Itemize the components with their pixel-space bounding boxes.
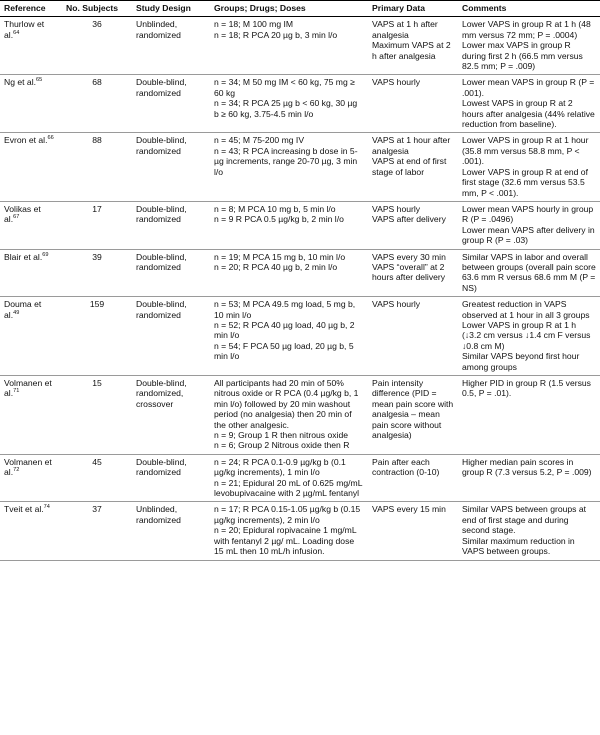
cell-line: VAPS after delivery [372,214,446,225]
subjects-cell: 39 [62,249,132,297]
primary-data-cell [368,454,458,502]
cell-line: n = 6; Group 2 Nitrous oxide then R [214,440,350,451]
table-row [0,201,600,249]
primary-data-cell [368,201,458,249]
reference-cell [0,17,62,75]
header-primary-data: Primary Data [368,1,458,17]
comments-cell [458,249,600,297]
cell-line: n = 9 R PCA 0.5 µg/kg b, 2 min l/o [214,214,344,225]
reference-text: Blair et al. [4,251,43,262]
cell-line: n = 20; Epidural ropivacaine 1 mg/mL with fentanyl 2 µg/ mL. Loading dose 15 mL then 10 mL/h infusion. [214,525,357,557]
cell-line: VAPS hourly [372,203,421,214]
cell-line: Lower mean VAPS hourly in group R (P = .0496) [462,203,594,225]
header-groups-drugs-doses: Groups; Drugs; Doses [210,1,368,17]
subjects-cell: 68 [62,75,132,133]
subjects-cell: 88 [62,133,132,201]
header-comments: Comments [458,1,600,17]
cell-line: Similar maximum reduction in VAPS between groups. [462,535,575,557]
cell-line: n = 19; M PCA 15 mg b, 10 min l/o [214,251,346,262]
cell-line: Pain intensity difference (PID = mean pain score with analgesia – mean pain score without analgesia) [372,378,454,441]
cell-line: n = 52; R PCA 40 µg load, 40 µg b, 2 min l/o [214,319,355,341]
table-body [0,17,600,560]
cell-line: VAPS hourly [372,299,421,310]
reference-citation: 64 [13,29,20,36]
groups-cell [210,201,368,249]
cell-line: n = 21; Epidural 20 mL of 0.625 mg/mL levobupivacaine with 2 µg/mL fentanyl [214,477,363,499]
comments-cell [458,17,600,75]
reference-cell [0,75,62,133]
cell-line: n = 17; R PCA 0.15-1.05 µg/kg b (0.15 µg/kg increments), 2 min l/o [214,504,361,525]
study-design-cell: Double-blind, randomized [132,75,210,133]
reference-citation: 69 [42,251,49,258]
subjects-cell: 36 [62,17,132,75]
cell-line: Maximum VAPS at 2 h after analgesia [372,40,451,61]
groups-cell [210,454,368,502]
table-row [0,133,600,201]
table-row [0,249,600,297]
study-design-cell: Double-blind, randomized, crossover [132,376,210,455]
comments-cell [458,75,600,133]
reference-citation: 65 [36,77,43,84]
cell-line: n = 18; M 100 mg IM [214,19,294,30]
cell-line: n = 54; F PCA 50 µg load, 20 µg b, 5 min l/o [214,340,354,362]
reference-text: Thurlow et al. [4,19,45,40]
table-row [0,75,600,133]
cell-line: Pain after each contraction (0-10) [372,456,440,478]
study-design-cell: Unblinded, randomized [132,502,210,560]
cell-line: Similar VAPS beyond first hour among groups [462,351,580,372]
reference-citation: 72 [13,467,20,474]
header-row [0,1,600,17]
cell-line: Higher PID in group R (1.5 versus 0.5, P = .01). [462,378,591,399]
groups-cell [210,297,368,376]
reference-text: Evron et al. [4,135,48,146]
reference-cell [0,297,62,376]
comments-cell [458,297,600,376]
reference-cell [0,376,62,455]
subjects-cell: 159 [62,297,132,376]
primary-data-cell [368,133,458,201]
table-header [0,1,600,17]
cell-line: n = 20; R PCA 40 µg b, 2 min l/o [214,261,338,272]
cell-line: Higher median pain scores in group R (7.3 versus 5.2, P = .009) [462,456,592,478]
cell-line: VAPS every 15 min [372,504,446,515]
cell-line: n = 9; Group 1 R then nitrous oxide [214,430,349,441]
cell-line: Lower mean VAPS after delivery in group R (P = .03) [462,224,595,246]
cell-line: n = 53; M PCA 49.5 mg load, 5 mg b, 10 min l/o [214,299,356,320]
comments-cell [458,502,600,560]
cell-line: Lower VAPS in group R at 1 h (48 mm versus 72 mm; P = .0004) [462,19,591,40]
cell-line: VAPS at 1 hour after analgesia [372,135,451,156]
groups-cell [210,133,368,201]
study-design-cell: Unblinded, randomized [132,17,210,75]
cell-line: n = 24; R PCA 0.1-0.9 µg/kg b (0.1 µg/kg increments), 1 min l/o [214,456,346,478]
groups-cell [210,17,368,75]
table-row [0,376,600,455]
cell-line: VAPS hourly [372,77,421,88]
groups-cell [210,249,368,297]
study-design-cell: Double-blind, randomized [132,133,210,201]
primary-data-cell [368,75,458,133]
study-design-cell: Double-blind, randomized [132,201,210,249]
subjects-cell: 45 [62,454,132,502]
reference-cell [0,454,62,502]
primary-data-cell [368,502,458,560]
comments-cell [458,201,600,249]
reference-citation: 66 [47,135,54,142]
reference-text: Tveit et al. [4,504,44,515]
cell-line: Similar VAPS between groups at end of first stage and during second stage. [462,504,587,536]
cell-line: Lower VAPS in group R at 1 h (↓3.2 cm versus ↓1.4 cm F versus ↓0.8 cm M) [462,319,591,351]
cell-line: n = 18; R PCA 20 µg b, 3 min l/o [214,29,338,40]
cell-line: n = 45; M 75-200 mg IV [214,135,305,146]
reference-cell [0,201,62,249]
cell-line: Lower VAPS in group R at end of first stage (32.6 mm versus 53.5 mm, P < .001). [462,166,588,198]
table-row [0,502,600,560]
primary-data-cell [368,297,458,376]
table-row [0,297,600,376]
cell-line: VAPS every 30 min [372,251,446,262]
groups-cell [210,376,368,455]
cell-line: Lowest VAPS in group R at 2 hours after analgesia (44% relative reduction from baseline). [462,98,595,130]
cell-line: n = 34; M 50 mg IM < 60 kg, 75 mg ≥ 60 kg [214,77,355,98]
subjects-cell: 17 [62,201,132,249]
subjects-cell: 37 [62,502,132,560]
study-design-cell: Double-blind, randomized [132,454,210,502]
table-row [0,17,600,75]
comments-cell [458,376,600,455]
reference-citation: 74 [43,504,50,511]
subjects-cell: 15 [62,376,132,455]
cell-line: VAPS “overall” at 2 hours after delivery [372,261,446,283]
cell-line: n = 34; R PCA 25 µg b < 60 kg, 30 µg b ≥ 60 kg, 3.75-4.5 min l/o [214,98,358,119]
cell-line: Greatest reduction in VAPS observed at 1 hour in all 3 groups [462,299,590,320]
table-row [0,454,600,502]
cell-line: Lower mean VAPS in group R (P = .001). [462,77,595,98]
primary-data-cell [368,17,458,75]
comments-cell [458,454,600,502]
cell-line: n = 43; R PCA increasing b dose in 5-µg increments, range 20-70 µg, 3 min l/o [214,145,358,177]
study-design-cell: Double-blind, randomized [132,249,210,297]
groups-cell [210,502,368,560]
cell-line: Lower VAPS in group R at 1 hour (35.8 mm versus 58.8 mm, P < .001). [462,135,589,167]
reference-text: Volikas et al. [4,203,41,225]
header-study-design: Study Design [132,1,210,17]
reference-citation: 67 [13,214,20,221]
reference-text: Douma et al. [4,299,42,320]
groups-cell [210,75,368,133]
study-design-cell: Double-blind, randomized [132,297,210,376]
cell-line: VAPS at 1 h after analgesia [372,19,438,40]
cell-line: Lower max VAPS in group R during first 2 h (66.5 mm versus 82.5 mm; P = .009) [462,40,583,72]
header-reference: Reference [0,1,62,17]
primary-data-cell [368,376,458,455]
reference-text: Volmanen et al. [4,378,52,399]
cell-line: n = 8; M PCA 10 mg b, 5 min l/o [214,203,336,214]
reference-cell [0,502,62,560]
cell-line: All participants had 20 min of 50% nitrous oxide or R PCA (0.4 µg/kg b, 1 min l/o) followed by 20 min washout period (no analgesia) then 20 min of the other analgesic. [214,378,359,430]
comments-cell [458,133,600,201]
cell-line: VAPS at end of first stage of labor [372,156,447,177]
cell-line: Similar VAPS in labor and overall between groups (overall pain score 63.6 mm R versus 68.6 mm M (P = NS) [462,251,596,293]
reference-citation: 49 [13,309,20,316]
reference-text: Volmanen et al. [4,456,52,478]
reference-citation: 71 [13,388,20,395]
reference-cell [0,133,62,201]
header-no-subjects: No. Subjects [62,1,132,17]
reference-cell [0,249,62,297]
primary-data-cell [368,249,458,297]
reference-text: Ng et al. [4,77,37,88]
